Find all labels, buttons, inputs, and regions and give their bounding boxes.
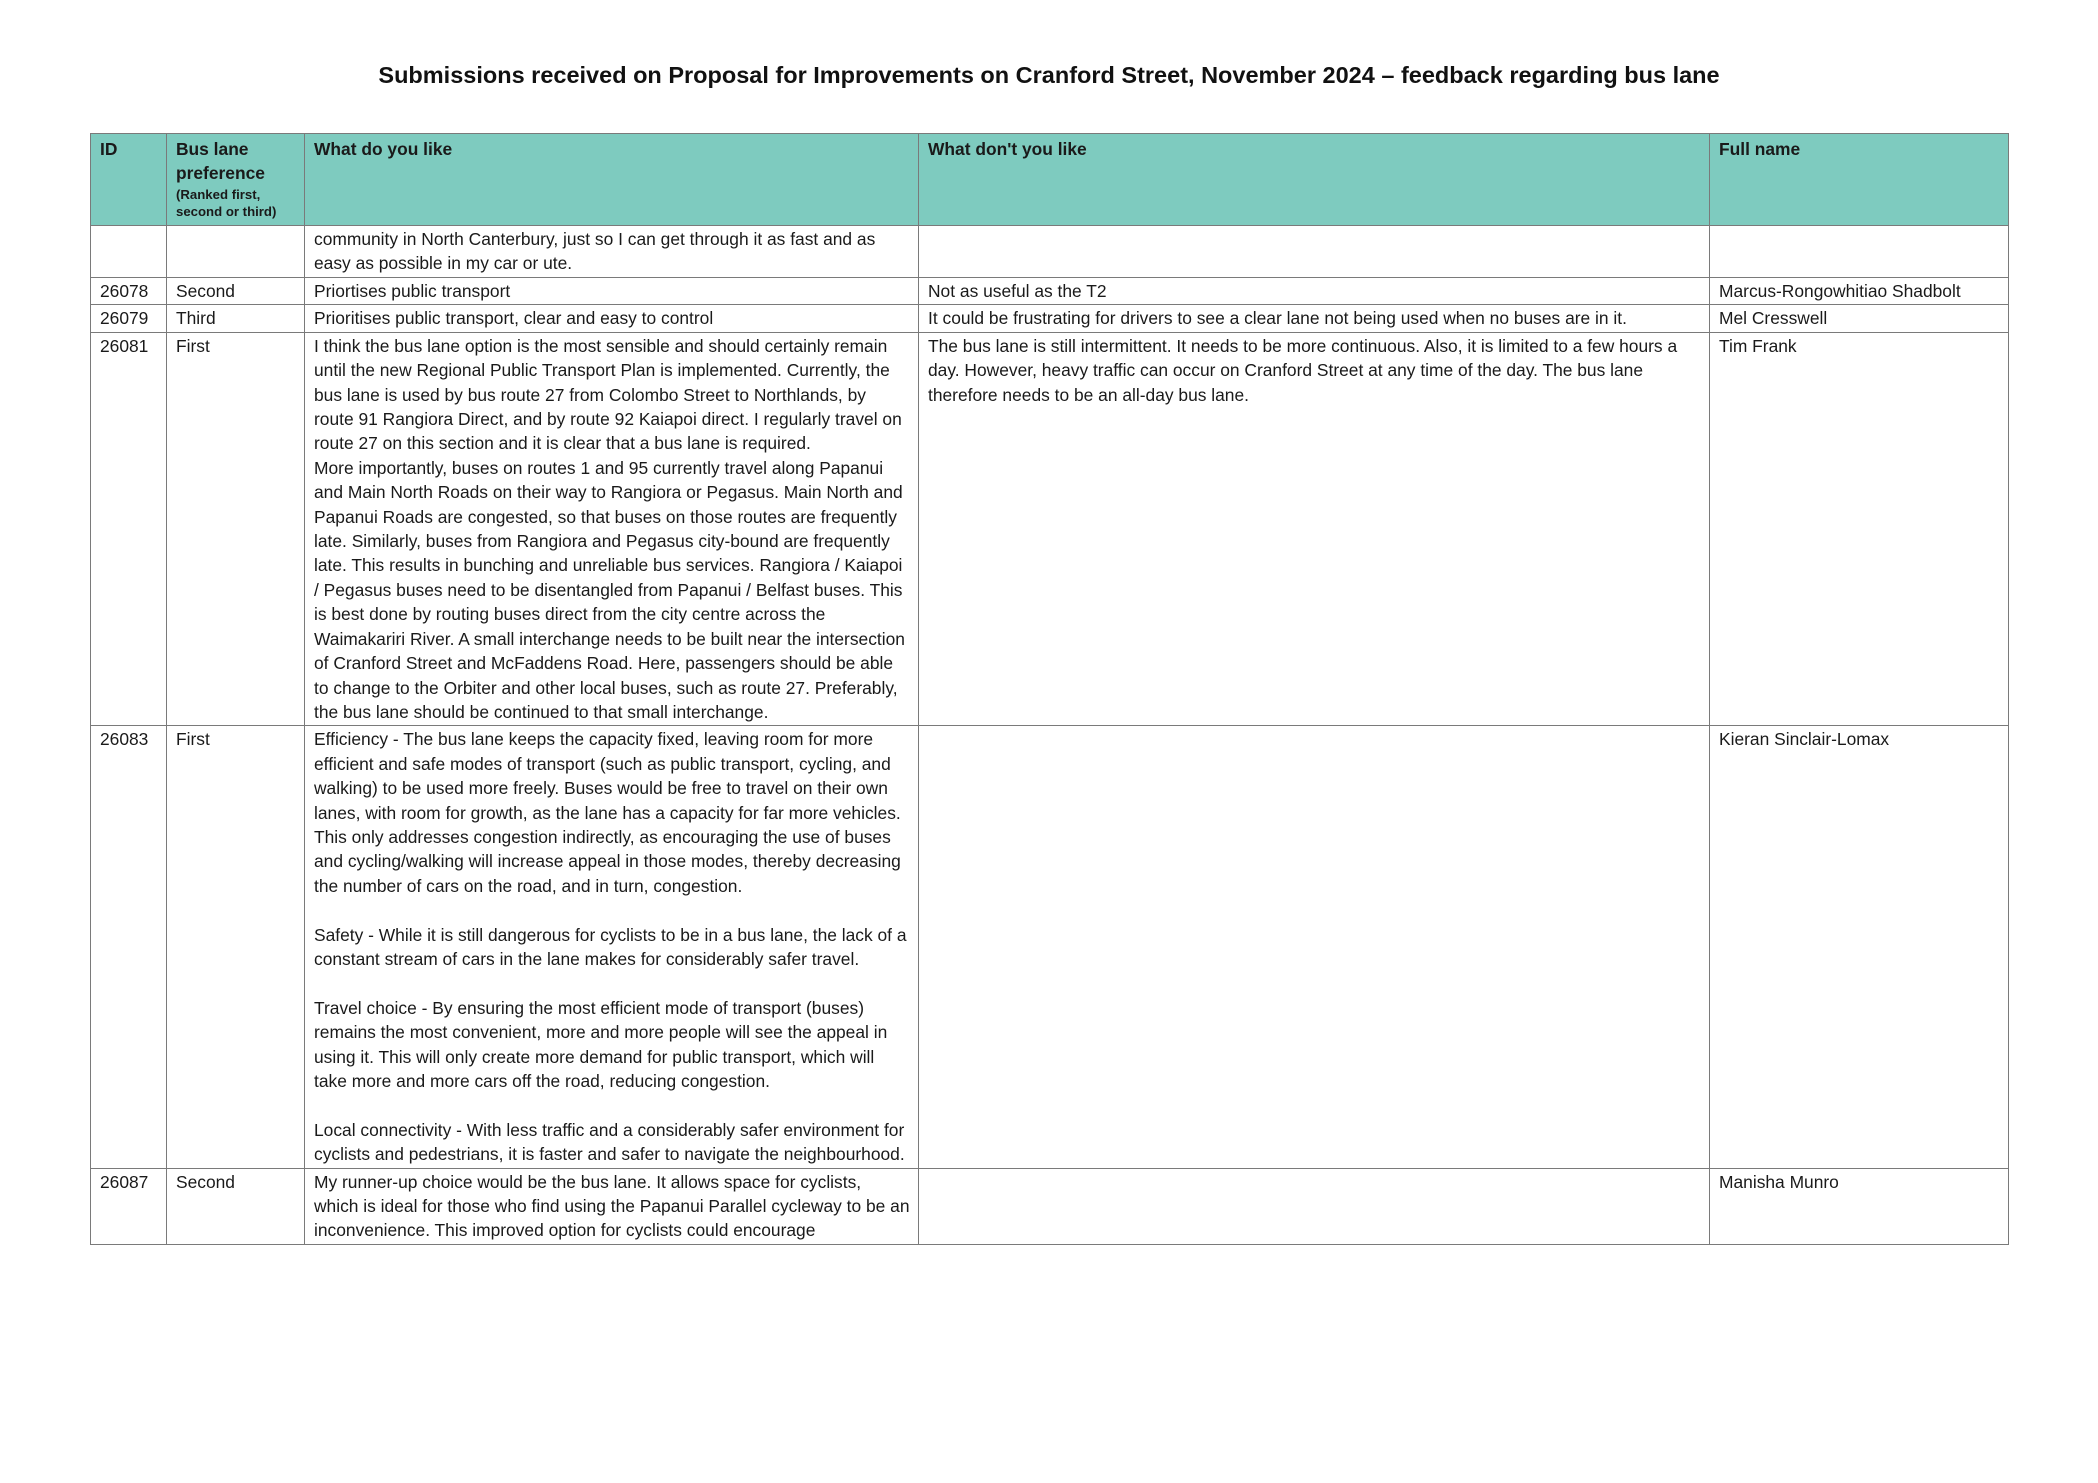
cell-name: Tim Frank	[1710, 332, 2009, 726]
page-title: Submissions received on Proposal for Improvements on Cranford Street, November 2024 – feedback regarding bus lane	[378, 62, 1720, 88]
cell-dislike	[919, 726, 1710, 1168]
table-header-row	[91, 134, 2009, 226]
cell-name: Mel Cresswell	[1710, 305, 2009, 332]
cell-like: I think the bus lane option is the most sensible and should certainly remain until the new Regional Public Transport Plan is implemented. Currently, the bus lane is used by bus route 27 from Colombo Street to Northlands, by route 91 Rangiora Direct, and by route 92 Kaiapoi direct. I regularly travel on route 27 on this section and it is clear that a bus lane is required. More importantly, buses on routes 1 and 95 currently travel along Papanui and Main North Roads on their way to Rangiora or Pegasus. Main North and Papanui Roads are congested, so that buses on those routes are frequently late. Similarly, buses from Rangiora and Pegasus city-bound are frequently late. This results in bunching and unreliable bus services. Rangiora / Kaiapoi / Pegasus buses need to be disentangled from Papanui / Belfast buses. This is best done by routing buses direct from the city centre across the Waimakariri River. A small interchange needs to be built near the intersection of Cranford Street and McFaddens Road. Here, passengers should be able to change to the Orbiter and other local buses, such as route 27. Preferably, the bus lane should be continued to that small interchange.	[305, 332, 919, 726]
table-row	[91, 278, 2009, 305]
table-row-continuation	[91, 226, 2009, 278]
cell-preference: Second	[167, 278, 305, 305]
cell-dislike	[919, 1168, 1710, 1244]
cell-preference	[167, 226, 305, 278]
cell-preference: Third	[167, 305, 305, 332]
cell-id: 26083	[91, 726, 167, 1168]
header-id	[91, 134, 167, 226]
table-row	[91, 305, 2009, 332]
header-name-label: Full name	[1719, 139, 1801, 159]
cell-id	[91, 226, 167, 278]
cell-id: 26081	[91, 332, 167, 726]
cell-preference: First	[167, 332, 305, 726]
header-name	[1710, 134, 2009, 226]
cell-id: 26079	[91, 305, 167, 332]
cell-id: 26078	[91, 278, 167, 305]
header-preference-note: (Ranked first, second or third)	[176, 186, 277, 219]
cell-name: Marcus-Rongowhitiao Shadbolt	[1710, 278, 2009, 305]
header-dislike-label: What don't you like	[928, 139, 1087, 159]
table-row	[91, 332, 2009, 726]
cell-like: Efficiency - The bus lane keeps the capacity fixed, leaving room for more efficient and safe modes of transport (such as public transport, cycling, and walking) to be used more freely. Buses would be free to travel on their own lanes, with room for growth, as the lane has a capacity for far more vehicles. This only addresses congestion indirectly, as encouraging the use of buses and cycling/walking will increase appeal in those modes, thereby decreasing the number of cars on the road, and in turn, congestion. Safety - While it is still dangerous for cyclists to be in a bus lane, the lack of a constant stream of cars in the lane makes for considerably safer travel. Travel choice - By ensuring the most efficient mode of transport (buses) remains the most convenient, more and more people will see the appeal in using it. This will only create more demand for public transport, which will take more and more cars off the road, reducing congestion. Local connectivity - With less traffic and a considerably safer environment for cyclists and pedestrians, it is faster and safer to navigate the neighbourhood.	[305, 726, 919, 1168]
cell-name: Kieran Sinclair-Lomax	[1710, 726, 2009, 1168]
cell-like: Prioritises public transport, clear and easy to control	[305, 305, 919, 332]
header-preference-label: Bus lane preference	[176, 139, 265, 184]
cell-preference: Second	[167, 1168, 305, 1244]
header-id-label: ID	[100, 139, 118, 159]
header-like	[305, 134, 919, 226]
cell-preference: First	[167, 726, 305, 1168]
table-row	[91, 726, 2009, 1168]
cell-like: community in North Canterbury, just so I can get through it as fast and as easy as possible in my car or ute.	[305, 226, 919, 278]
header-like-label: What do you like	[314, 139, 453, 159]
header-dislike	[919, 134, 1710, 226]
cell-dislike	[919, 226, 1710, 278]
table-row	[91, 1168, 2009, 1244]
cell-dislike: It could be frustrating for drivers to see a clear lane not being used when no buses are in it.	[919, 305, 1710, 332]
cell-name: Manisha Munro	[1710, 1168, 2009, 1244]
submissions-table	[90, 133, 2009, 1245]
cell-dislike: Not as useful as the T2	[919, 278, 1710, 305]
cell-like: Priortises public transport	[305, 278, 919, 305]
cell-name	[1710, 226, 2009, 278]
cell-dislike: The bus lane is still intermittent. It needs to be more continuous. Also, it is limited to a few hours a day. However, heavy traffic can occur on Cranford Street at any time of the day. The bus lane therefore needs to be an all-day bus lane.	[919, 332, 1710, 726]
header-preference	[167, 134, 305, 226]
cell-id: 26087	[91, 1168, 167, 1244]
cell-like: My runner-up choice would be the bus lane. It allows space for cyclists, which is ideal for those who find using the Papanui Parallel cycleway to be an inconvenience. This improved option for cyclists could encourage	[305, 1168, 919, 1244]
